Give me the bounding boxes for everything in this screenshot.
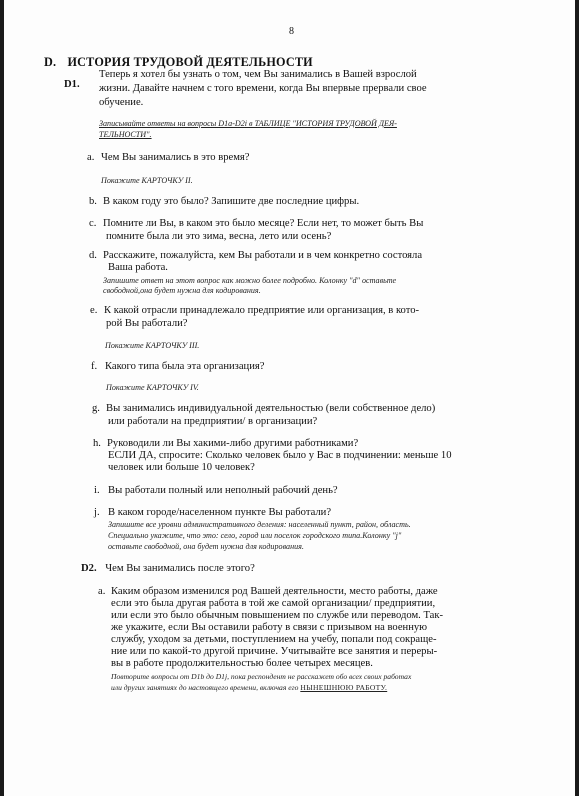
section-title: ИСТОРИЯ ТРУДОВОЙ ДЕЯТЕЛЬНОСТИ	[67, 55, 313, 69]
item-c-question: c. Помните ли Вы, в каком это было месяце? Если нет, то может быть Вы	[89, 218, 424, 229]
item-h-followup: ЕСЛИ ДА, спросите: Сколько человек было у Вас в подчинении: меньше 10	[108, 450, 452, 461]
item-b-question: b. В каком году это было? Запишите две последние цифры.	[89, 196, 360, 207]
item-e-question-cont: рой Вы работали?	[106, 318, 188, 329]
d2-number: D2.	[81, 563, 97, 574]
item-a-note: Покажите КАРТОЧКУ II.	[101, 176, 193, 185]
d2-a-line: вы в работе продолжительностью более четырех месяцев.	[111, 658, 373, 669]
item-i-question: i. Вы работали полный или неполный рабочий день?	[94, 485, 338, 496]
item-f-note: Покажите КАРТОЧКУ IV.	[106, 383, 199, 392]
item-h-question: h. Руководили ли Вы хакими-либо другими работниками?	[93, 438, 359, 449]
item-c-question-cont: помните была ли это зима, весна, лето или осень?	[106, 231, 332, 242]
d1-instruction: ТЕЛЬНОСТИ".	[99, 130, 152, 139]
d2-question-text: Чем Вы занимались после этого?	[105, 563, 255, 574]
d2-a-line: или если это было обычным повышением по службе или переводом. Так-	[111, 610, 444, 621]
item-d-question-cont: Ваша работа.	[108, 262, 168, 273]
item-j-note: Специально укажите, что это: село, город или поселок городского типа.Колонку "j"	[108, 531, 402, 540]
item-h-followup-cont: человек или больше 10 человек?	[108, 462, 255, 473]
d2-a-line: если это была другая работа в той же самой организации/ предприятии,	[111, 598, 436, 609]
item-d-question: d. Расскажите, пожалуйста, кем Вы работали и в чем конкретно состояла	[89, 250, 423, 261]
item-g-question: g. Вы занимались индивидуальной деятельностью (вели собственное дело)	[92, 403, 436, 414]
page-number: 8	[289, 26, 294, 37]
d2-a-line: службу, уходом за детьми, поступлением на учебу, попали под сокраще-	[111, 634, 437, 645]
item-f-question: f. Какого типа была эта организация?	[91, 361, 265, 372]
d2-a-label: a.	[98, 586, 106, 597]
d2-note-line: Повторите вопросы от D1b до D1j, пока респондент не расскажет обо всех своих работах	[111, 672, 412, 681]
d2-a-line: же укажите, если Вы оставили работу в связи с призывом на военную	[111, 622, 428, 633]
item-j-note: оставьте свободной, она будет нужна для кодирования.	[108, 542, 304, 551]
d1-question-line: Теперь я хотел бы узнать о том, чем Вы занимались в Вашей взрослой	[99, 69, 417, 80]
current-job-emphasis: НЫНЕШНЮЮ РАБОТУ.	[300, 683, 388, 692]
item-e-question: e. К какой отрасли принадлежало предприятие или организация, в кото-	[90, 305, 420, 316]
d2-a-line: Каким образом изменился род Вашей деятельности, место работы, даже	[111, 586, 438, 597]
section-heading	[44, 55, 313, 70]
d2-a-line: ние или по какой-то другой причине. Учитывайте все занятия и переры-	[111, 646, 438, 657]
item-a-question: a. Чем Вы занимались в это время?	[87, 152, 250, 163]
item-j-note: Запишите все уровни административного деления: населенный пункт, район, область.	[108, 520, 411, 529]
item-j-question: j. В каком городе/населенном пункте Вы работали?	[94, 507, 332, 518]
d1-question-line: обучение.	[99, 97, 144, 108]
item-d-note: Запишите ответ на этот вопрос как можно более подробно. Колонку "d" оставьте	[103, 276, 397, 285]
item-d-note: свободной,она будет нужна для кодирования.	[103, 286, 261, 295]
d1-number: D1.	[64, 79, 80, 90]
item-e-note: Покажите КАРТОЧКУ III.	[105, 341, 200, 350]
d1-instruction: Записывайте ответы на вопросы D1a-D2i в ТАБЛИЦЕ "ИСТОРИЯ ТРУДОВОЙ ДЕЯ-	[99, 119, 397, 128]
d2-note-line: или других занятиях до настоящего времени, включая его НЫНЕШНЮЮ РАБОТУ.	[111, 683, 388, 692]
section-letter: D.	[44, 55, 57, 69]
d2-question	[81, 563, 255, 575]
d1-question-line: жизни. Давайте начнем с того времени, когда Вы впервые прервали свое	[99, 83, 427, 94]
item-g-question-cont: или работали на предприятии/ в организации?	[108, 416, 318, 427]
